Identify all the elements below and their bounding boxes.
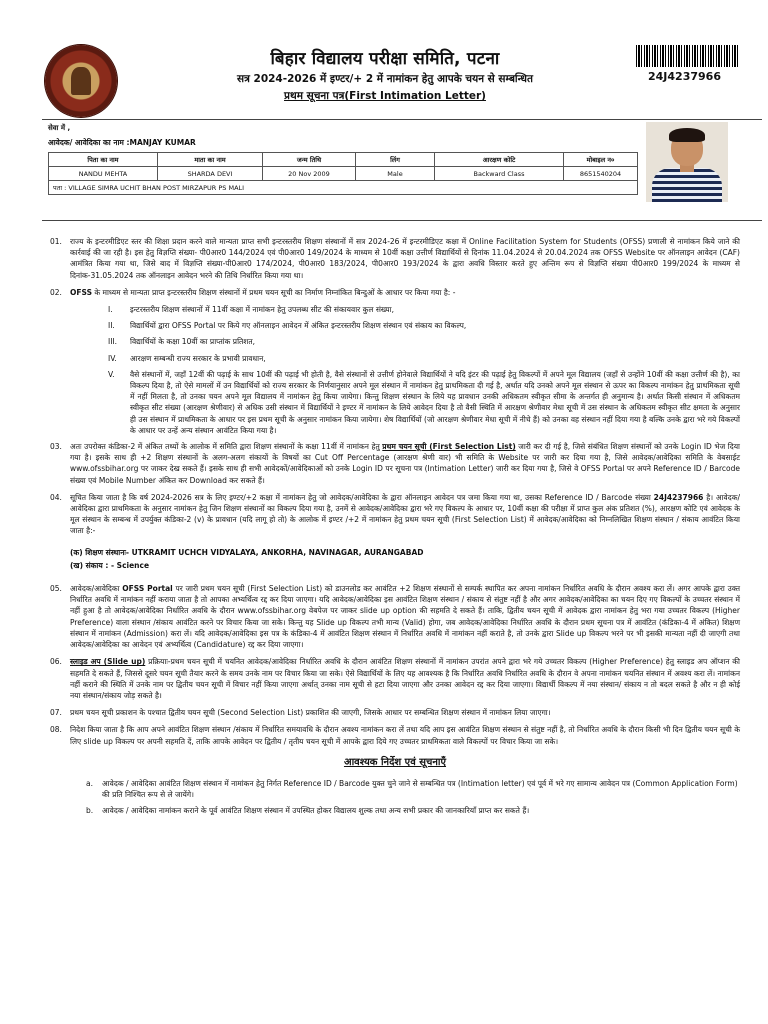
mobile-number: 8651540204 (564, 167, 638, 181)
paragraph-text-rest: के माध्यम से मान्यता प्राप्त इन्टरस्तरीय शिक्षण संस्थानों में प्रथम चयन सूची का निर्माण निम्नांकित बिन्दुओं के आधार पर किया गया है: - (91, 287, 456, 297)
criterion-iii (108, 336, 740, 347)
barcode-number: 24J4237966 (648, 70, 721, 83)
mother-name: SHARDA DEVI (158, 167, 263, 181)
header-divider (42, 119, 762, 120)
applicant-photo (646, 122, 728, 202)
paragraph-text (70, 492, 740, 537)
criterion-number: IV. (108, 353, 117, 363)
address: पता : VILLAGE SIMRA UCHIT BHAN POST MIRZAPUR PS MALI (49, 181, 638, 195)
criterion-number: II. (108, 321, 115, 331)
paragraph-08 (50, 724, 740, 746)
salutation: सेवा में , (48, 124, 71, 132)
paragraph-number: 07. (50, 708, 62, 718)
instruction-letter: a. (86, 778, 93, 788)
criterion-i (108, 304, 740, 315)
paragraph-text (70, 656, 740, 701)
paragraph-number: 08. (50, 725, 62, 735)
instruction-text: आवेदक / आवेदिका आवंटित शिक्षण संस्थान में नामांकन हेतु निर्गत Reference ID / Barcode युक्त चुने जाने से सम्बन्धित पत्र (Intimation letter) एवं पूर्व में भरे गए सामान्य आवेदन पत्र (Common Application Form) की प्रति निश्चित रूप से ले जायेंगे। (102, 778, 738, 800)
criterion-number: III. (108, 337, 118, 347)
paragraph-04 (50, 492, 740, 537)
paragraph-number: 06. (50, 657, 62, 667)
paragraph-text: प्रथम चयन सूची प्रकाशन के पश्चात द्वितीय चयन सूची (Second Selection List) प्रकाशित की जाएगी, जिसके आधार पर सम्बन्धित शिक्षण संस्थान में नामांकन लिया जाएगा। (70, 708, 551, 718)
ofss-portal-label: OFSS Portal (122, 584, 173, 594)
allotted-school: (क) शिक्षण संस्थानः- UTKRAMIT UCHCH VIDYALAYA, ANKORHA, NAVINAGAR, AURANGABAD (70, 547, 424, 557)
criterion-text: इन्टरस्तरीय शिक्षण संस्थानों में 11वीं कक्षा में नामांकन हेतु उपलब्ध सीट की संकायवार कुल संख्या, (130, 305, 394, 315)
paragraph-text: राज्य के इन्टरमीडिएट स्तर की शिक्षा प्रदान करने वाले मान्यता प्राप्त सभी इन्टरस्तरीय शिक्षण संस्थानों में सत्र 2024-26 में इन्टरमीडिएट कक्षा में Online Facilitation System for Students (OFSS) प्रणाली से नामांकन किये जाने की कार्रवाई की जा रही है। इस हेतु विज्ञप्ति संख्या- पी0आर0 144/2024 एवं पी0आर0 149/2024 के माध्यम से 10वीं कक्षा उत्तीर्ण विद्यार्थियों से दिनांक 11.04.2024 से 20.04.2024 तक OFSS Website पर ऑनलाइन आवेदन (CAF) आमंत्रित किया गया था, जिसे बाद में विज्ञप्ति संख्या-पी0आर0 174/2024, पी0आर0 183/2024, पी0आर0 193/2024 के द्वारा अवधि विस्तार करते हुए अन्तिम रूप से विज्ञप्ति संख्या पी0आर0 199/2024 के माध्यम से दिनांक-31.05.2024 तक ऑनलाइन आवेदन भरने की तिथि निर्धारित किया गया था। (70, 237, 740, 280)
criterion-text: विद्यार्थियों के कक्षा 10वीं का प्राप्तांक प्रतिशत, (130, 337, 256, 347)
table-row (49, 167, 638, 181)
paragraph-06 (50, 656, 740, 701)
instruction-text: आवेदक / आवेदिका नामांकन कराने के पूर्व आवंटित शिक्षण संस्थान में उपस्थित होकर विद्यालय शुल्क तथा अन्य सभी प्रकार की जानकारियाँ प्राप्त कर सकते हैं। (102, 806, 530, 816)
criterion-iv (108, 353, 740, 364)
first-selection-list-label: प्रथम चयन सूची (First Selection List) (382, 442, 516, 452)
header-mobile: मोबाइल न० (564, 153, 638, 167)
ofss-label: OFSS (70, 287, 92, 297)
address-row (49, 181, 638, 195)
paragraph-07 (50, 707, 740, 718)
board-title: बिहार विद्यालय परीक्षा समिति, पटना (270, 49, 500, 69)
paragraph-text: निदेश किया जाता है कि आप अपने आवंटित शिक्षण संस्थान /संकाय में निर्धारित समयावधि के दौरान अवश्य नामांकन करा लें तथा यदि आप इस आवंटित शिक्षण संस्थान से संतुष्ट नहीं है, तो निर्धारित अवधि के दौरान किसी भी दिन द्वितीय चयन सूची के लिए slide up विकल्प पर अपनी सहमति दें, ताकि आपके आवेदन पर द्वितीय / तृतीय चयन सूची में आपके द्वारा दिये गए उच्चतर प्राथमिकता वाले विकल्पों पर विचार किया जा सके। (70, 725, 740, 746)
date-of-birth: 20 Nov 2009 (263, 167, 356, 181)
barcode-image (636, 45, 740, 67)
letter-title: प्रथम सूचना पत्र(First Intimation Letter) (284, 90, 486, 102)
paragraph-number: 02. (50, 287, 62, 297)
criterion-text: विद्यार्थियों द्वारा OFSS Portal पर किये गए ऑनलाइन आवेदन में अंकित इन्टरस्तरीय शिक्षण संस्थान एवं संकाय का विकल्प, (130, 321, 467, 331)
paragraph-05 (50, 583, 740, 650)
paragraph-text-part: प्रक्रियाः-प्रथम चयन सूची में चयनित आवेदक/आवेदिका निर्धारित अवधि के दौरान आवंटित शिक्षण संस्थानों में नामांकन उपरांत अपने द्वारा भरे गये उच्चतर विकल्प (Higher Preference) हेतु स्लाइड अप ऑप्शन की सहमति दे सकते हैं, जिससे दूसरे चयन सूची तैयार करने के समय उनके नाम पर विचार किया जा सके। ऐसे विद्यार्थियों के लिए यह आवश्यक है कि निर्धारित अवधि निर्धारित अवधि के दौरान वे अपना नामांकन चयनित संस्थान में अवश्य करा लें। नामांकन नहीं कराने की स्थिति में उनके नाम पर द्वितीय चयन सूची में विचार नहीं किया जाएगा अर्थात् उनका नाम सूची से हटा दिया जाएगा और उनका आवेदन रद्द कर दिया जाएगा। विद्यार्थी विकल्प में नया संस्थान/ संकाय न तो बदल सकते है और न ही कोई नया संस्थान/संकाय जोड़ सकते है। (70, 657, 740, 700)
paragraph-text-part: अतः उपरोक्त कंडिका-2 में अंकित तथ्यों के आलोक में समिति द्वारा शिक्षण संस्थानों के कक्षा 11वीं में नामांकन हेतु (70, 442, 383, 452)
paragraph-01 (50, 236, 740, 281)
letter-subtitle: सत्र 2024-2026 में इण्टर/+ 2 में नामांकन हेतु आपके चयन से सम्बन्धित (236, 73, 534, 85)
applicant-name: आवेदक/ आवेदिका का नाम :MANJAY KUMAR (48, 138, 196, 147)
paragraph-text (70, 583, 740, 650)
header-gender: लिंग (356, 153, 435, 167)
instruction-b (86, 805, 740, 816)
allotted-stream: (ख) संकाय : - Science (70, 560, 150, 570)
table-header-row (49, 153, 638, 167)
header-category: आरक्षण कोटि (435, 153, 564, 167)
instruction-a (86, 778, 740, 800)
father-name: NANDU MEHTA (49, 167, 158, 181)
criterion-number: V. (108, 369, 115, 379)
header-dob: जन्म तिथि (263, 153, 356, 167)
paragraph-text-part: सूचित किया जाता है कि वर्ष 2024-2026 सत्र के लिए इण्टर/+2 कक्षा में नामांकन हेतु जो आवेदक/आवेदिका के द्वारा ऑनलाइन आवेदन पत्र जमा किया गया था, उसका Reference ID / Barcode संख्या (70, 492, 654, 502)
header-father: पिता का नाम (49, 153, 158, 167)
slide-up-label: स्लाइड अप (Slide up) (70, 657, 146, 667)
paragraph-number: 05. (50, 584, 62, 594)
section-divider (42, 220, 762, 221)
paragraph-text-part: है। आवेदक/आवेदिका द्वारा प्राथमिकता के अनुसार नामांकन हेतु जिन शिक्षण संस्थानों का विकल्प दिया गया है, उनमें से आवेदक/आवेदिका द्वारा भरे गए विकल्प के आधार पर, 10वीं कक्षा की परीक्षा में प्राप्त कुल अंक प्रतिशत (%), आरक्षण कोटि एवं आवेदक के मूल संस्थान के सम्बन्ध में उपर्युक्त कंडिका-2 (v) के प्रावधान (यदि लागू हो तो) के आलोक में इण्टर /+2 में नामांकन हेतु प्रथम चयन सूची (First Selection List) में आवेदक/आवेदिका को निम्नलिखित शिक्षण संस्थान / संकाय आवंटित किया जाता है:- (70, 492, 740, 536)
paragraph-text-part: पर जारी प्रथम चयन सूची (First Selection List) को डाउनलोड कर आवंटित +2 शिक्षण संस्थानों से सम्पर्क स्थापित कर अपना नामांकन निर्धारित अवधि के दौरान अवश्य करा लें। अगर आपके द्वारा उक्त निर्धारित अवधि में नामांकन नहीं कराया जाता है तो आपका अभ्यर्थित्व रद्द कर दिया जाएगा। यदि आवेदक/आवेदिका इस आवंटित शिक्षण संस्थान / संकाय से संतुष्ट नहीं है और अगर आवेदक/आवेदिका का चयन दिए गए विकल्पों के उच्चतर संस्थान में नहीं हुआ है तो आवेदक/आवेदिका निर्धारित अवधि के दौरान www.ofssbihar.org वेबपेज पर जाकर slide up option की सहमति दे सकते हैं। ताकि, द्वितीय चयन सूची में आवेदक द्वारा नामांकन हेतु भरा गया उच्चतर विकल्प (Higher Preference) वाला संस्थान /संकाय आवंटित करने पर विचार किया जा सके। किन्तु यह Slide up विकल्प तभी मान्य (Valid) होगा, जब आवेदक/आवेदिका निर्धारित अवधि के दौरान प्रथम सूचना पत्र में आवंटित (कंडिका-4 में अंकित) शिक्षण संस्थान में नामांकन (Admission) करा लें। यदि आवेदक/आवेदिका इस पत्र के कंडिका-4 में आवंटित शिक्षण संस्थान में निर्धारित अवधि में नामांकन नहीं कराते है, तो उनके द्वारा Slide up विकल्प भरने पर भी इसकी मान्यता नहीं दी जाएगी तथा आवेदक/आवेदिका का आवेदन एवं अभ्यर्थित्व (Candidature) रद्द कर दिया जाएगा। (70, 584, 740, 650)
criterion-text: आरक्षण सम्बन्धी राज्य सरकार के प्रभावी प्रावधान, (130, 353, 266, 363)
criterion-text: वैसे संस्थानों में, जहाँ 12वीं की पढ़ाई के साथ 10वीं की पढ़ाई भी होती है, वैसे संस्थानों से उत्तीर्ण होनेवाले विद्यार्थियों ने यदि इंटर की पढ़ाई हेतु विकल्पों में अपने मूल विद्यालय (जहाँ से उन्होंने 10वीं की कक्षा उत्तीर्ण की है), का विकल्प दिया है, तो ऐसे मामलों में उन विद्यार्थियों को राज्य सरकार के निर्णयानुसार अपने मूल संस्थान में नामांकन हेतु प्राथमिकता दी गई है, अर्थात यदि उनको अपने मूल संस्थान से ऊपर का विकल्प नामांकन हेतु प्राथमिकता सूची में नहीं मिलता है, तो उनका चयन अपने मूल विद्यालय में नामांकन हेतु किया जायेगा। किन्तु शिक्षण संस्थान के लिये यह प्रावधान उनकी अधिकतम स्वीकृत सीमा के अन्तर्गत ही अनुमान्य है। अर्थात किसी संस्थान में अधिकतम स्वीकृत सीट संख्या (आरक्षण श्रेणीवार) से अधिक उसी संस्थान में विद्यार्थियों ने इण्टर में नामांकन के लिये आवेदन दिया है तो वैसी स्थिति में आरक्षण श्रेणीवार मेधा सूची में उस संस्थान के अधिकतम स्वीकृत सीट क्षमता के अनुसार ही उस संस्थान में प्राथमिकता के आधार पर इस प्रथम सूची के अनुसार नामांकन किया जायेगा। शेष विद्यार्थियों (जो आरक्षण श्रेणीवार मेधा सूची में नीचे हैं) को उनका वह संस्थान नहीं दिया गया है बल्कि उनके द्वारा भरे गये विकल्पों के आधार पर उन्हें अन्य संस्थान आवंटित किया गया है। (130, 369, 740, 435)
paragraph-number: 04. (50, 492, 62, 502)
header-mother: माता का नाम (158, 153, 263, 167)
bseb-logo (45, 45, 117, 117)
paragraph-03 (50, 441, 740, 486)
applicant-details-table (48, 152, 638, 195)
letter-body (50, 236, 740, 822)
paragraph-02 (50, 287, 740, 298)
paragraph-text (70, 287, 740, 298)
criterion-v (108, 369, 740, 436)
reservation-category: Backward Class (435, 167, 564, 181)
criterion-number: I. (108, 305, 113, 315)
paragraph-number: 03. (50, 442, 62, 452)
instruction-letter: b. (86, 806, 94, 816)
gender: Male (356, 167, 435, 181)
instructions-title: आवश्यक निर्देश एवं सूचनाएँ (343, 756, 447, 768)
letter-header (150, 46, 620, 103)
paragraph-text-part: जारी कर दी गई है, जिसे संबंधित शिक्षण संस्थानों को उनके Login ID भेज दिया गया है। इसके साथ ही +2 शिक्षण संस्थानों के अलग-अलग संकायों के विषयों का Cut Off Percentage (आरक्षण श्रेणी वार) भी समिति के Website पर जारी कर दिया गया है, जिसे आवेदक/आवेदिका समिति के वेबसाईट www.ofssbihar.org पर जाकर देख सकते हैं। इसके साथ ही सभी आवेदकों/आवेदिकाओं को उनके Login ID पर सूचना पत्र (Intimation Letter) जारी कर दिया गया है, जिसे वे OFSS Portal पर अपने Reference ID / Barcode संख्या एवं Mobile Number अंकित कर Download कर सकते हैं। (70, 442, 740, 485)
paragraph-text-part: आवेदक/आवेदिका (70, 584, 123, 594)
paragraph-number: 01. (50, 237, 62, 246)
criterion-ii (108, 320, 740, 331)
paragraph-text (70, 441, 740, 486)
reference-barcode: 24J4237966 (653, 492, 704, 502)
